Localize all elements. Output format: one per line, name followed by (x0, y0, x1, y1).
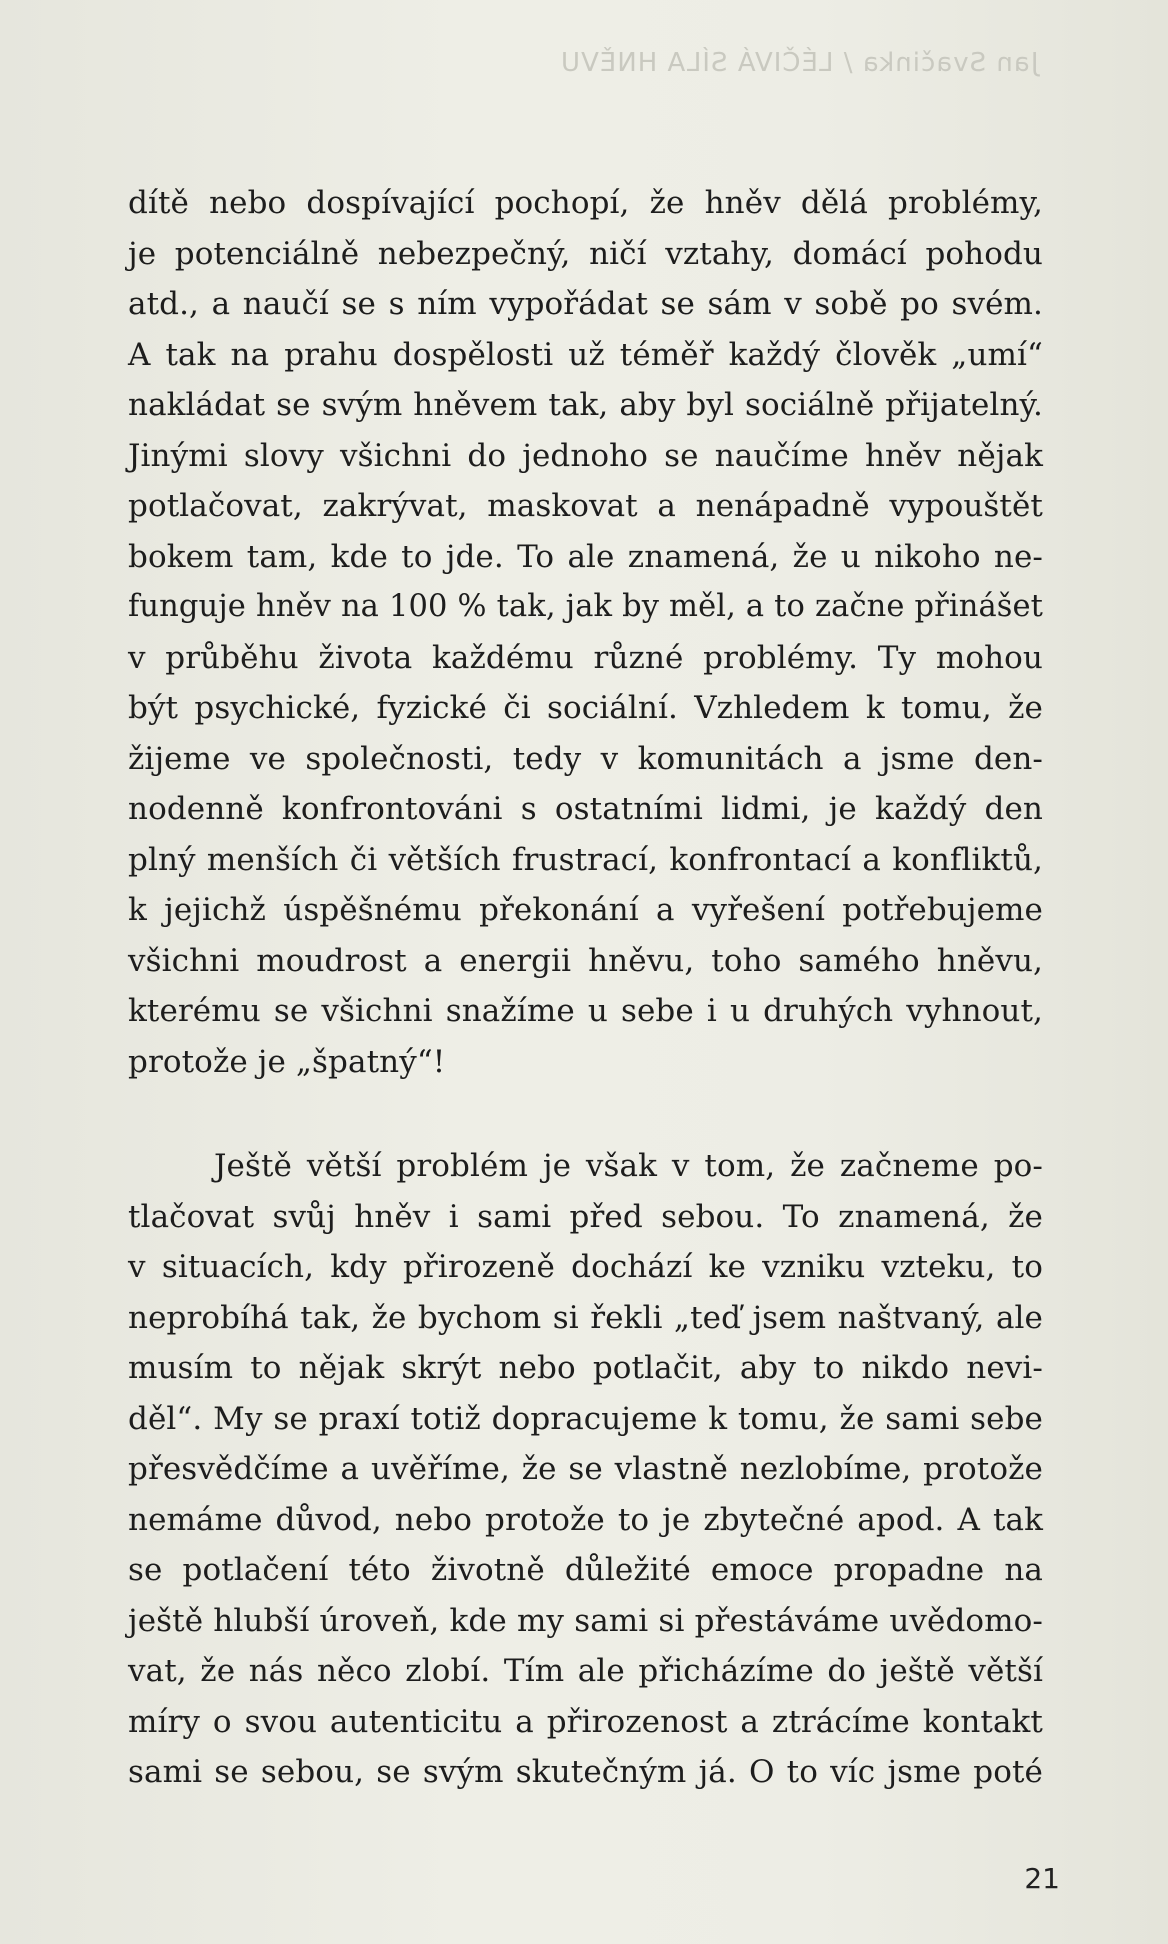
text-line: všichni moudrost a energii hněvu, toho samého hněvu, (128, 942, 1043, 979)
text-line: ještě hlubší úroveň, kde my sami si přestáváme uvědomo- (128, 1602, 1043, 1639)
text-line: dítě nebo dospívající pochopí, že hněv dělá problémy, (128, 185, 1043, 221)
text-line: musím to nějak skrýt nebo potlačit, aby to nikdo nevi- (128, 1350, 1043, 1386)
text-line: neprobíhá tak, že bychom si řekli „teď jsem naštvaný, ale (128, 1299, 1043, 1336)
text-line: nakládat se svým hněvem tak, aby byl sociálně přijatelný. (128, 387, 1043, 423)
text-line: funguje hněv na 100 % tak, jak by měl, a to začne přinášet (128, 589, 1043, 624)
text-line: Jinými slovy všichni do jednoho se naučíme hněv nějak (128, 437, 1043, 474)
body-text (128, 178, 1043, 1798)
text-line: být psychické, fyzické či sociální. Vzhledem k tomu, že (128, 690, 1043, 726)
text-line: děl“. My se praxí totiž dopracujeme k tomu, že sami sebe (128, 1400, 1043, 1437)
text-line: bokem tam, kde to jde. To ale znamená, že u nikoho ne- (128, 538, 1043, 575)
paragraph-gap (128, 1087, 1043, 1141)
text-line: plný menších či větších frustrací, konfrontací a konfliktů, (128, 841, 1043, 878)
text-line: v situacích, kdy přirozeně dochází ke vzniku vzteku, to (128, 1249, 1043, 1285)
text-line: míry o svou autenticitu a přirozenost a ztrácíme kontakt (128, 1703, 1043, 1740)
text-line: přesvědčíme a uvěříme, že se vlastně nezlobíme, protože (128, 1451, 1043, 1487)
page-number: 21 (1024, 1862, 1060, 1895)
text-line: A tak na prahu dospělosti už téměř každý člověk „umí“ (128, 336, 1043, 373)
text-line: je potenciálně nebezpečný, ničí vztahy, domácí pohodu (128, 235, 1043, 272)
text-line: sami se sebou, se svým skutečným já. O to víc jsme poté (128, 1754, 1043, 1790)
text-line: nodenně konfrontováni s ostatními lidmi, je každý den (128, 791, 1043, 827)
text-line: k jejichž úspěšnému překonání a vyřešení potřebujeme (128, 892, 1043, 928)
text-line: tlačovat svůj hněv i sami před sebou. To znamená, že (128, 1198, 1043, 1235)
paragraph-1 (128, 178, 1043, 1087)
text-line: atd., a naučí se s ním vypořádat se sám v sobě po svém. (128, 286, 1043, 322)
text-line: Ještě větší problém je však v tom, že začneme po- (214, 1148, 1043, 1184)
text-line: se potlačení této životně důležité emoce propadne na (128, 1552, 1043, 1588)
text-line: nemáme důvod, nebo protože to je zbytečné apod. A tak (128, 1501, 1043, 1538)
text-line: žijeme ve společnosti, tedy v komunitách a jsme den- (128, 740, 1043, 777)
text-line: v průběhu života každému různé problémy. Ty mohou (128, 639, 1043, 676)
paragraph-2 (128, 1141, 1043, 1798)
text-line: potlačovat, zakrývat, maskovat a nenápadně vypouštět (128, 488, 1043, 524)
text-line: protože je „špatný“! (128, 1043, 446, 1080)
text-line: kterému se všichni snažíme u sebe i u druhých vyhnout, (128, 993, 1043, 1029)
text-line: vat, že nás něco zlobí. Tím ale přicházíme do ještě větší (128, 1653, 1043, 1689)
running-head-bleed-through: Jan Svačinka / LÉČIVÁ SÍLA HNĚVU (560, 48, 1039, 78)
